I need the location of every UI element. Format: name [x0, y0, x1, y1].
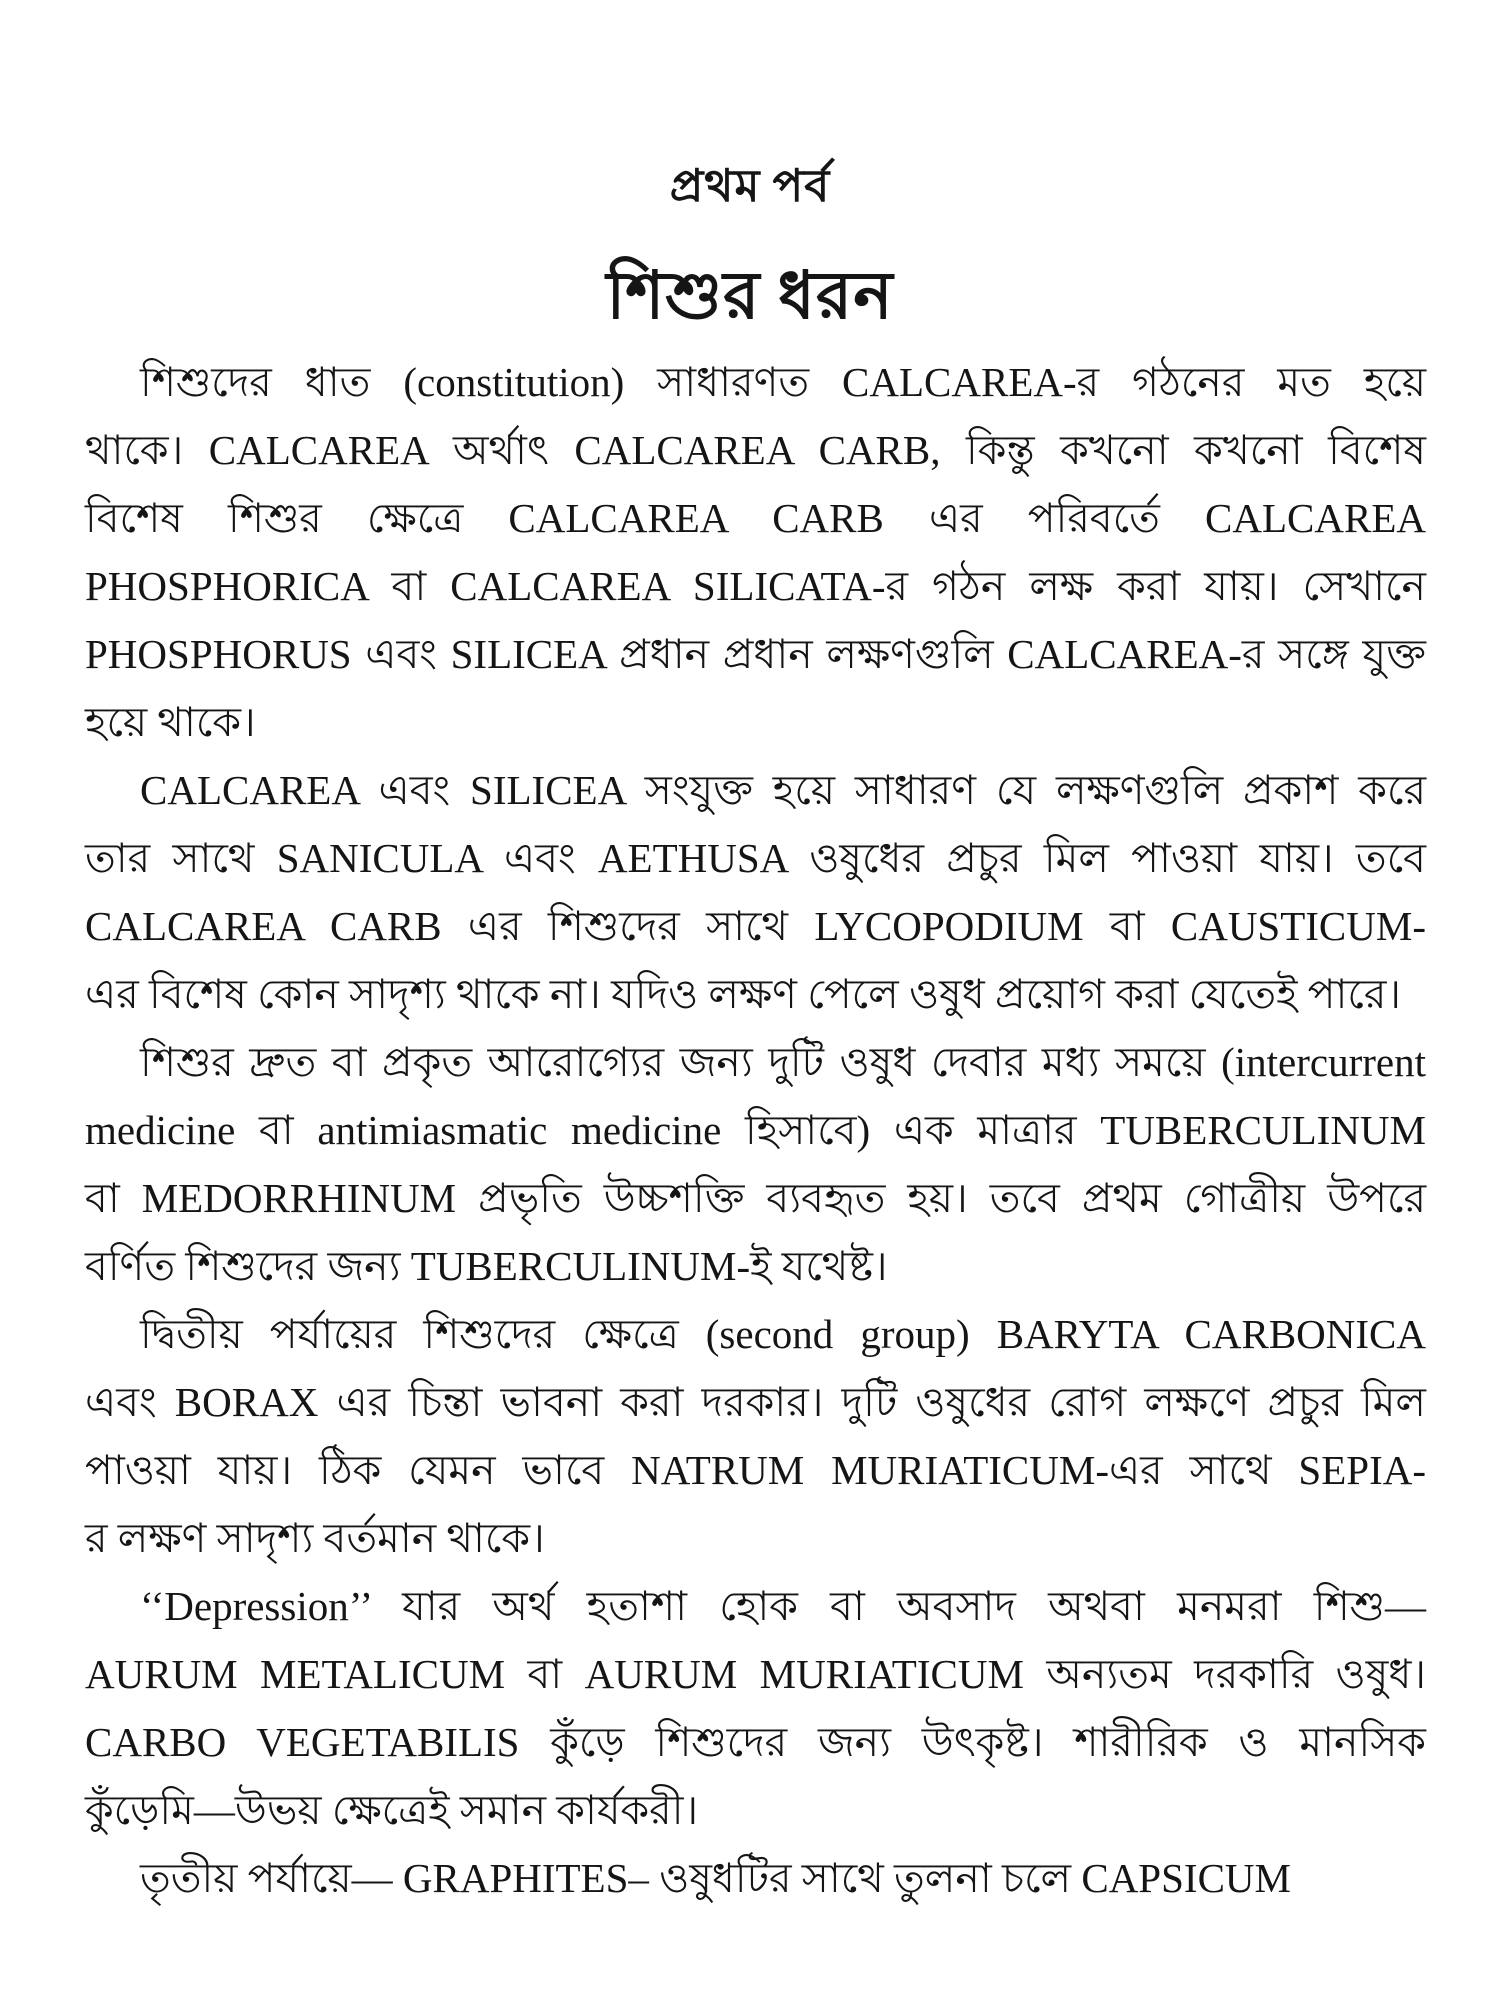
- text-line: থাকে। CALCAREA অর্থাৎ CALCAREA CARB, কিন্তু কখনো কখনো বিশেষ: [85, 427, 1426, 473]
- text-line: ‘‘Depression’’ যার অর্থ হতাশা হোক বা অবসাদ অথবা মনমরা শিশু—: [140, 1583, 1426, 1629]
- text-line: শিশুর দ্রুত বা প্রকৃত আরোগ্যের জন্য দুটি ওষুধ দেবার মধ্য সময়ে (intercurrent: [140, 1039, 1426, 1085]
- text-line: AURUM METALICUM বা AURUM MURIATICUM অন্যতম দরকারি ওষুধ।: [85, 1651, 1426, 1697]
- body-text: [85, 348, 1426, 1912]
- text-line: দ্বিতীয় পর্যায়ের শিশুদের ক্ষেত্রে (second group) BARYTA CARBONICA: [140, 1311, 1426, 1357]
- text-line: র লক্ষণ সাদৃশ্য বর্তমান থাকে।: [85, 1515, 545, 1561]
- text-line: CALCAREA এবং SILICEA সংযুক্ত হয়ে সাধারণ যে লক্ষণগুলি প্রকাশ করে: [140, 767, 1426, 813]
- text-line: CALCAREA CARB এর শিশুদের সাথে LYCOPODIUM বা CAUSTICUM-: [85, 903, 1426, 949]
- text-line: বা MEDORRHINUM প্রভৃতি উচ্চশক্তি ব্যবহৃত হয়। তবে প্রথম গোত্রীয় উপরে: [85, 1175, 1426, 1221]
- text-line: বর্ণিত শিশুদের জন্য TUBERCULINUM-ই যথেষ্ট।: [85, 1243, 888, 1289]
- text-line: শিশুদের ধাত (constitution) সাধারণত CALCAREA-র গঠনের মত হয়ে: [140, 359, 1426, 405]
- text-line: PHOSPHORICA বা CALCAREA SILICATA-র গঠন লক্ষ করা যায়। সেখানে: [85, 563, 1426, 609]
- text-line: CARBO VEGETABILIS কুঁড়ে শিশুদের জন্য উৎকৃষ্ট। শারীরিক ও মানসিক: [85, 1719, 1426, 1765]
- text-line: এবং BORAX এর চিন্তা ভাবনা করা দরকার। দুটি ওষুধের রোগ লক্ষণে প্রচুর মিল: [85, 1379, 1426, 1425]
- text-line: medicine বা antimiasmatic medicine হিসাবে) এক মাত্রার TUBERCULINUM: [85, 1107, 1426, 1153]
- text-line: কুঁড়েমি—উভয় ক্ষেত্রেই সমান কার্যকরী।: [85, 1787, 699, 1833]
- text-line: PHOSPHORUS এবং SILICEA প্রধান প্রধান লক্ষণগুলি CALCAREA-র সঙ্গে যুক্ত: [85, 631, 1426, 677]
- text-line: তার সাথে SANICULA এবং AETHUSA ওষুধের প্রচুর মিল পাওয়া যায়। তবে: [85, 835, 1426, 881]
- text-line: পাওয়া যায়। ঠিক যেমন ভাবে NATRUM MURIATICUM-এর সাথে SEPIA-: [85, 1447, 1426, 1493]
- section-kicker: প্রথম পর্ব: [669, 161, 831, 211]
- text-line: হয়ে থাকে।: [85, 699, 256, 745]
- text-line: বিশেষ শিশুর ক্ষেত্রে CALCAREA CARB এর পরিবর্তে CALCAREA: [85, 495, 1426, 541]
- page-title: শিশুর ধরন: [606, 260, 894, 333]
- text-line: তৃতীয় পর্যায়ে— GRAPHITES– ওষুধটির সাথে তুলনা চলে CAPSICUM: [140, 1855, 1291, 1901]
- text-line: এর বিশেষ কোন সাদৃশ্য থাকে না। যদিও লক্ষণ পেলে ওষুধ প্রয়োগ করা যেতেই পারে।: [85, 971, 1402, 1017]
